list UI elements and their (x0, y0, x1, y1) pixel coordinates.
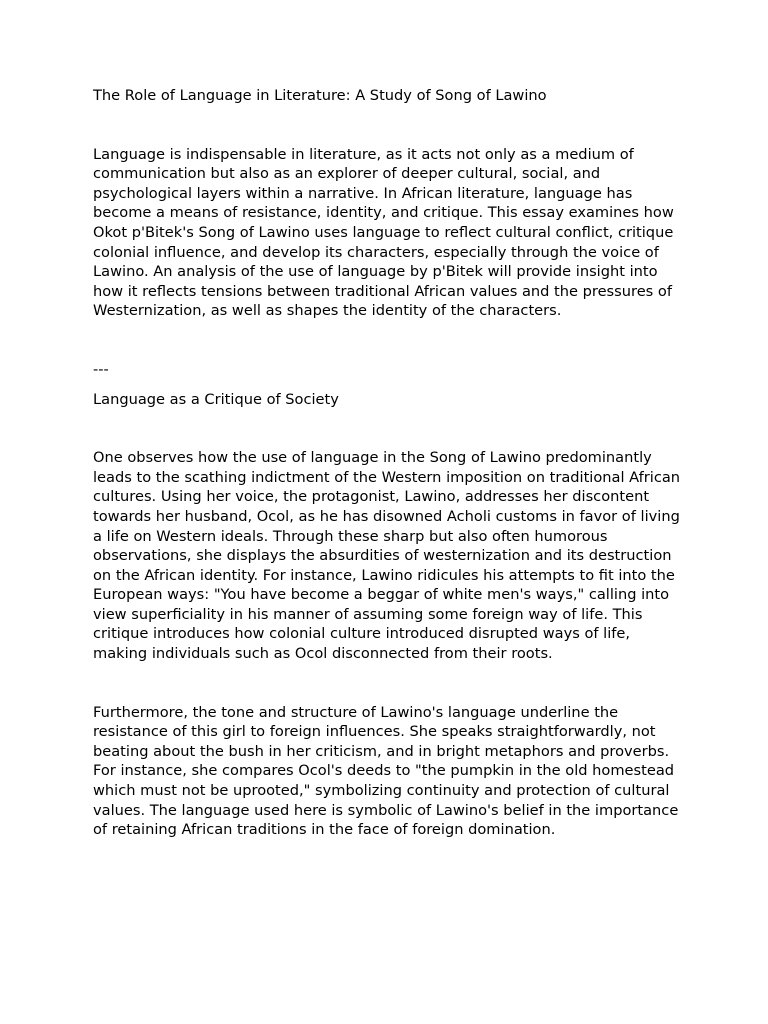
document-title: The Role of Language in Literature: A Study of Song of Lawino (93, 87, 547, 104)
body-paragraph-1: One observes how the use of language in the Song of Lawino predominantly leads to the scathing indictment of the Western imposition on traditional African cultures. Using her voice, the protagonist, Lawino, addresses her discontent towards her husband, Ocol, as he has disowned Acholi customs in favor of living a life on Western ideals. Through these sharp but also often humorous observations, she displays the absurdities of westernization and its destruction on the African identity. For instance, Lawino ridicules his attempts to fit into the European ways: "You have become a beggar of white men's ways," calling into view superficiality in his manner of assuming some foreign way of life. This critique introduces how colonial culture introduced disrupted ways of life, making individuals such as Ocol disconnected from their roots. (93, 449, 681, 663)
intro-paragraph: Language is indispensable in literature, as it acts not only as a medium of communication but also as an explorer of deeper cultural, social, and psychological layers within a narrative. In African literature, language has become a means of resistance, identity, and critique. This essay examines how Okot p'Bitek's Song of Lawino uses language to reflect cultural conflict, critique colonial influence, and develop its characters, especially through the voice of Lawino. An analysis of the use of language by p'Bitek will provide insight into how it reflects tensions between traditional African values and the pressures of Westernization, as well as shapes the identity of the characters. (93, 145, 674, 320)
section-separator: --- (93, 360, 109, 378)
body-paragraph-2: Furthermore, the tone and structure of Lawino's language underline the resistance of this girl to foreign influences. She speaks straightforwardly, not beating about the bush in her criticism, and in bright metaphors and proverbs. For instance, she compares Ocol's deeds to "the pumpkin in the old homestead which must not be uprooted," symbolizing continuity and protection of cultural values. The language used here is symbolic of Lawino's belief in the importance of retaining African traditions in the face of foreign domination. (93, 703, 679, 839)
document-body (93, 86, 683, 840)
section-heading: Language as a Critique of Society (93, 390, 339, 408)
